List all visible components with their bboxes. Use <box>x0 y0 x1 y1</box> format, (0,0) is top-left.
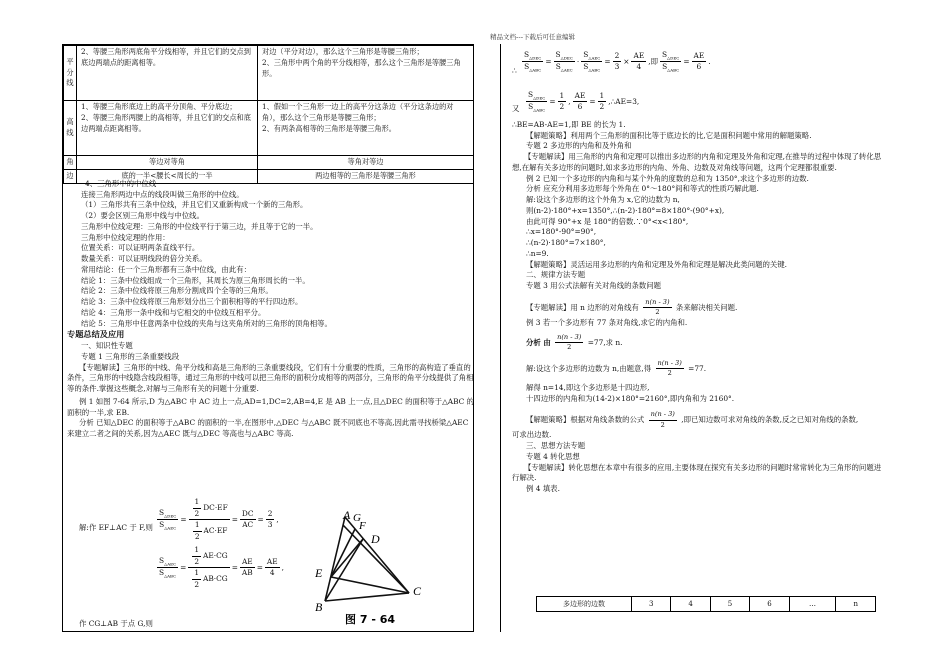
row-label: 平分线 <box>64 46 77 101</box>
text-line: 专题 4 转化思想 <box>526 451 580 461</box>
property-table <box>63 45 474 184</box>
text-line: 结论 4：三角形一条中线和与它相交的中位线互相平分。 <box>81 307 266 317</box>
label-a: A <box>343 511 351 522</box>
edge-bc <box>325 593 409 601</box>
table-cell: 两边相等的三角形是等腰三角形 <box>258 169 474 183</box>
text-line: ∴x=180°-90°=90°, <box>526 227 597 237</box>
text-line: 专题 2 多边形的内角和及外角和 <box>526 141 632 151</box>
text-line: 十四边形的内角和为(14-2)×180°=2160°,即内角和为 2160°. <box>526 393 735 403</box>
table-cell: 对边（平分对边），那么这个三角形是等腰三角形； 2、三角形中两个角的平分线相等，那么这个三角形是等腰三角形。 <box>258 46 474 101</box>
text-line: ∴BE=AB-AE=1,即 BE 的长为 1. <box>512 120 626 129</box>
text-line: 分析 由 $\frac{n(n - 3)}{2}$ =77,求 n. <box>526 332 623 352</box>
row-label: 角 <box>64 156 77 170</box>
figure-caption: 图 7 - 64 <box>345 613 396 626</box>
text-line: 【解题策略】灵活运用多边形的内角和定理及外角和定理是解决此类问题的关键. <box>526 259 788 269</box>
fill-table <box>536 596 876 612</box>
text-line: 解:设这个多边形的这个外角为 x,它的边数为 n, <box>526 195 680 205</box>
solution-block <box>75 497 335 629</box>
text-line: 由此可得 90°+x 是 180°的倍数.∵0°<x<180°, <box>526 216 689 226</box>
text-line: 结论 3：三条中位线将原三角形划分出三个面积相等的平行四边形。 <box>81 297 303 307</box>
ratio-line: ∴ $\frac{S_{\triangle DEC}}{S_{\triangle ABC}}$ = $\frac{S_{\triangle DEC}}{S_{\triangle AEC}}$ · $\frac{S_{\triangle AEC}}{S_{\triangle ABC}}$ = $\frac{2}{3}$ × $\frac{AE}{4}$ ,即 $\frac{S_{\triangle DEC}}{S_{\triangle ABC}}$ = $\frac{AE}{6}$ . <box>512 50 711 75</box>
table-cell: 1、假如一个三角形一边上的高平分这条边（平分这条边的对角），那么这个三角形是等腰三角形； 2、有两条高相等的三角形是等腰三角形。 <box>258 101 474 156</box>
area-ratio-formula-2: $\frac{S_{\triangle AEC}}{S_{\triangle ABC}}$ = $\frac{1}{2}$ AE·CG $\frac{1}{2}$ AB·CG = $\frac{AE}{AB}$ = $\frac{AE}{4}$ , <box>159 545 284 590</box>
paragraph: 【专题解读】用三角形的内角和定理可以推出多边形的内角和定理及外角和定理,在推导的过程中体现了转化思想,在解有关多边形的问题时,如求多边形的内角、外角、边数及对角线等问题，这两个定理都很重要. <box>512 152 882 172</box>
label-g: G <box>353 512 361 524</box>
text-line: 三、思想方法专题 <box>526 441 586 451</box>
table-cell: 底的一半<腰长<周长的一半 <box>77 169 258 183</box>
text-line: （2）要会区别三角形中线与中位线。 <box>81 211 204 221</box>
text-line: 例 2 已知一个多边形的内角和与某个外角的度数的总和为 1350°,求这个多边形的边数. <box>526 173 809 183</box>
paragraph: 【专题解读】转化思想在本章中有很多的应用,主要体现在探究有关多边形的问题时常常转化为三角形的问题进行解决. <box>512 462 882 483</box>
summary-title: 专题总结及应用 <box>67 329 125 340</box>
text-line: 结论 1：三条中位线组成一个三角形，其周长为原三角形周长的一半。 <box>81 275 310 285</box>
table-cell: 等边对等角 <box>77 156 258 170</box>
paragraph: 例 1 如图 7-64 所示,D 为△ABC 中 AC 边上一点,AD=1,DC=2,AB=4,E 是 AB 上一点,且△DEC 的面积等于△ABC 的面积的一半,求 EB. <box>67 396 475 417</box>
table-cell: 1、等腰三角形底边上的高平分顶角、平分底边； 2、等腰三角形两腰上的高相等，并且它们的交点和底边两端点距离相等。 <box>77 101 258 156</box>
text-line: 二、规律方法专题 <box>526 270 586 280</box>
section-title: 4、三角形中的中位线 <box>85 179 157 188</box>
table-cell: n <box>836 597 876 612</box>
label-d: D <box>371 532 380 546</box>
table-cell: 6 <box>750 597 789 612</box>
label-f: F <box>359 520 366 532</box>
text-line: 常用结论：任一个三角形都有三条中位线，由此有： <box>81 264 251 274</box>
page-header: 精品文档---下载后可任意编辑 <box>490 33 576 41</box>
table-cell: … <box>789 597 836 612</box>
table-cell: 3 <box>632 597 671 612</box>
table-row <box>64 156 474 170</box>
triangle-figure <box>315 511 445 629</box>
text-line: 例 4 填表. <box>526 484 560 493</box>
text-line: 专题 3 用公式法解有关对角线的条数问题 <box>526 281 662 291</box>
row-label: 边 <box>64 169 77 183</box>
text-line: 解:设这个多边形的边数为 n,由题意,得 $\frac{n(n - 3)}{2}$ =77. <box>526 358 707 378</box>
text-line: 【专题解读】用 n 边形的对角线有 $\frac{n(n - 3)}{2}$ 条来解决相关问题. <box>526 297 738 317</box>
table-cell: 2、等腰三角形两底角平分线相等，并且它们的交点到底边两端点的距离相等。 <box>77 46 258 101</box>
text-line: 连接三角形两边中点的线段叫做三角形的中位线。 <box>81 189 244 199</box>
text-line: 结论 5：三角形中任意两条中位线的夹角与这夹角所对的三角形的顶角相等。 <box>81 318 332 328</box>
table-row <box>64 101 474 156</box>
text-line: 分析 应充分利用多边形每个外角在 0°～180°间和等式的性质巧解此题. <box>526 184 759 194</box>
label-b: B <box>315 600 323 614</box>
text-line: 三角形中位线定理：三角形的中位线平行于第三边，并且等于它的一半。 <box>81 221 318 231</box>
text-line: 位置关系：可以证明两条直线平行。 <box>81 243 200 253</box>
table-cell: 多边形的边数 <box>537 597 632 612</box>
text-line: ∴(n-2)·180°=7×180°, <box>526 238 606 248</box>
text-line: 则(n-2)·180°+x=1350°,∴(n-2)·180°=8×180°-(90°+x), <box>526 205 725 215</box>
text-line: 一、知识性专题 <box>81 341 133 351</box>
table-row <box>537 597 876 612</box>
right-content <box>512 50 884 495</box>
table-cell: 5 <box>710 597 749 612</box>
table-row <box>64 46 474 101</box>
area-ratio-formula-1: $\frac{S_{\triangle DEC}}{S_{\triangle AEC}}$ = $\frac{1}{2}$ DC·EF $\frac{1}{2}$ AC·EF = $\frac{DC}{AC}$ = $\frac{2}{3}$ , <box>159 497 279 542</box>
text-line: 专题 1 三角形的三条重要线段 <box>81 351 180 361</box>
paragraph: 分析 已知△DEC 的面积等于△ABC 的面积的一半,在图形中,△DEC 与△ABC 既不同底也不等高,因此需寻找桥梁△AEC 来建立二者之间的关系,因为△AEC 既与△DEC 等高也与△ABC 等高. <box>67 418 469 439</box>
ratio-formula: $\frac{S_{\triangle DEC}}{S_{\triangle ABC}}$ = $\frac{S_{\triangle DEC}}{S_{\triangle AEC}}$ · $\frac{S_{\triangle AEC}}{S_{\triangle ABC}}$ = $\frac{2}{3}$ × $\frac{AE}{4}$ ,即 $\frac{S_{\triangle DEC}}{S_{\triangle ABC}}$ = $\frac{AE}{6}$ . <box>524 50 711 73</box>
row-label: 高线 <box>64 101 77 156</box>
text-line: 解得 n=14,即这个多边形是十四边形, <box>526 382 650 392</box>
text-line: 可求出边数. <box>512 430 552 440</box>
text-line: 【解题策略】利用两个三角形的面积比等于底边长的比,它是面积问题中常用的解题策略. <box>526 130 812 140</box>
label-e: E <box>315 566 323 580</box>
segment-bd <box>325 539 363 601</box>
text-line: 作 CG⊥AB 于点 G,则 <box>79 619 153 628</box>
text-line: 解:作 EF⊥AC 于 F,则 <box>79 523 153 532</box>
text-line: 例 3 若一个多边形有 77 条对角线,求它的内角和. <box>526 317 688 327</box>
edge-ab <box>325 517 345 601</box>
text-line: ∴n=9. <box>526 248 549 258</box>
midline-section <box>67 179 475 440</box>
table-cell: 等角对等边 <box>258 156 474 170</box>
text-line: （1）三角形共有三条中位线，并且它们又重新构成一个新的三角形。 <box>81 200 308 210</box>
label-c: C <box>413 584 422 598</box>
paragraph: 【专题解读】三角形的中线、角平分线和高是三角形的三条重要线段，它们有十分重要的性质，三角形的高构造了垂直的条件，三角形的中线隐含线段相等，通过三角形的中线可以把三角形的面积分成相等的两部分，三角形的角平分线提供了角相等的条件.掌握这些概念,对解与三角形有关的问题十分重要. <box>67 362 474 394</box>
ratio-line-2: 又 $\frac{S_{\triangle DEC}}{S_{\triangle ABC}}$ = $\frac{1}{2}$ , $\frac{AE}{6}$ = $\frac{1}{2}$ ,∴AE=3, <box>512 90 640 113</box>
text-line: 【解题策略】根据对角线条数的公式 $\frac{n(n - 3)}{2}$ ,即已知边数可求对角线的条数,反之已知对角线的条数, <box>526 410 859 429</box>
text-line: 数量关系：可以证明线段的倍分关系。 <box>81 254 207 264</box>
left-column <box>62 44 474 632</box>
text-line: 三角形中位线定理的作用： <box>81 232 170 242</box>
table-cell: 4 <box>671 597 710 612</box>
text-line: 结论 2：三条中位线将原三角形分割成四个全等的三角形。 <box>81 286 273 296</box>
